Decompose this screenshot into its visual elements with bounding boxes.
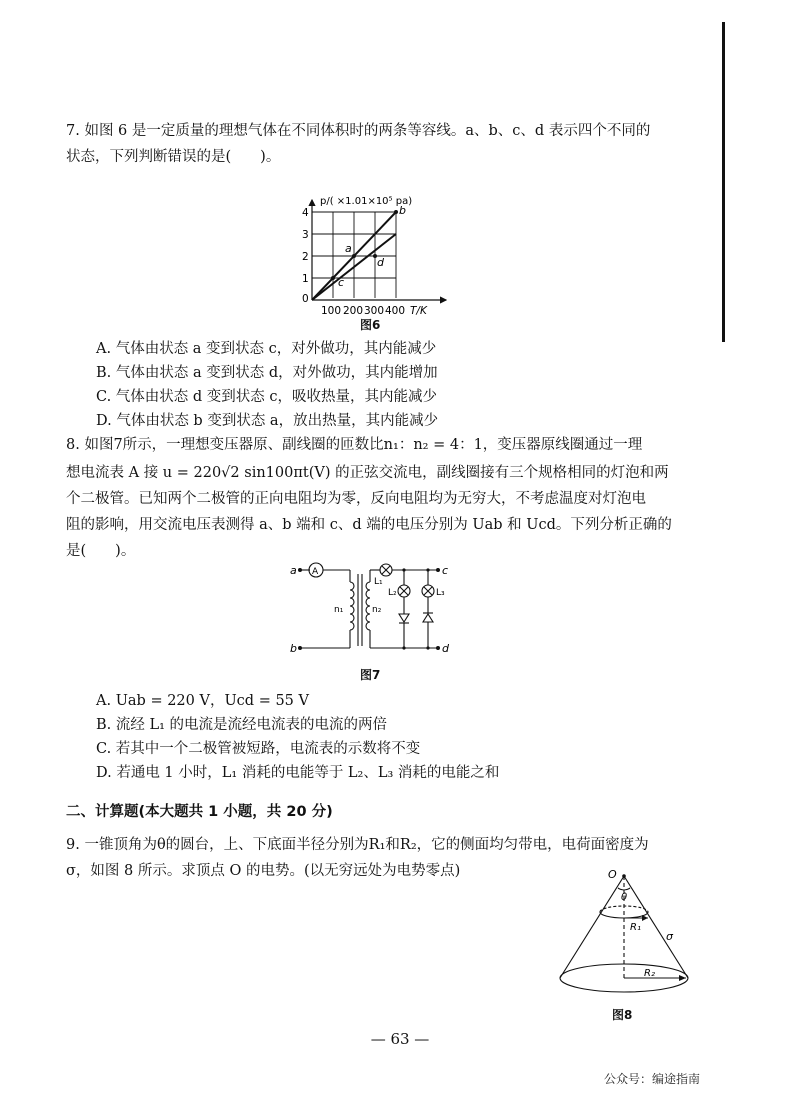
q8-line4: 阻的影响，用交流电压表测得 a、b 端和 c、d 端的电压分别为 Uab 和 Ucd。下列分析正确的 (66, 517, 672, 533)
q7-line1: 7. 如图 6 是一定质量的理想气体在不同体积时的两条等容线。a、b、c、d 表示四个不同的 (66, 123, 651, 139)
y-axis-label: p/( ×1.01×10⁵ pa) (320, 196, 413, 207)
figure-7-caption: 图7 (360, 668, 381, 682)
q8-line2: 想电流表 A 接 u = 220√2 sin100πt(V) 的正弦交流电，副线圈接有三个规格相同的灯泡和两 (66, 465, 669, 481)
q7-option-b: B. 气体由状态 a 变到状态 d，对外做功，其内能增加 (96, 365, 438, 381)
q9-line1: 9. 一锥顶角为θ的圆台，上、下底面半径分别为R₁和R₂，它的侧面均匀带电，电荷面密度为 (66, 837, 649, 853)
n2-label: n₂ (372, 605, 382, 615)
y-tick: 2 (302, 251, 309, 263)
figure-8-frustum (544, 866, 714, 1006)
figure-6-caption: 图6 (360, 318, 381, 332)
theta-label: θ (621, 892, 628, 903)
L3-label: L₃ (436, 588, 445, 598)
terminal-a-label: a (290, 564, 297, 577)
R1-label: R₁ (630, 922, 641, 933)
R2-label: R₂ (644, 968, 655, 979)
terminal-b-label: b (290, 642, 297, 655)
q7-option-c: C. 气体由状态 d 变到状态 c，吸收热量，其内能减少 (96, 389, 438, 405)
q9-line2: σ，如图 8 所示。求顶点 O 的电势。(以无穷远处为电势零点) (66, 863, 461, 879)
y-tick: 1 (302, 273, 309, 285)
x-tick: 100 (321, 305, 342, 317)
q7-line2: 状态，下列判断错误的是( )。 (66, 149, 281, 165)
L1-label: L₁ (374, 577, 383, 587)
q8-line1: 8. 如图7所示，一理想变压器原、副线圈的匝数比n₁：n₂ = 4：1，变压器原线圈通过一理 (66, 437, 643, 453)
q8-option-b: B. 流经 L₁ 的电流是流经电流表的电流的两倍 (96, 717, 388, 733)
L2-label: L₂ (388, 588, 397, 598)
point-a (352, 254, 356, 258)
q7-option-a: A. 气体由状态 a 变到状态 c，对外做功，其内能减少 (96, 341, 437, 357)
q8-line3: 个二极管。已知两个二极管的正向电阻均为零，反向电阻均为无穷大，不考虑温度对灯泡电 (66, 491, 646, 507)
section-2-title: 二、计算题(本大题共 1 小题，共 20 分) (66, 804, 333, 820)
q8-line5: 是( )。 (66, 543, 136, 559)
n1-label: n₁ (334, 605, 344, 615)
label-c: c (338, 276, 345, 289)
sigma-label: σ (666, 930, 673, 943)
figure-8-caption: 图8 (612, 1008, 633, 1022)
label-d: d (377, 256, 384, 269)
ammeter-label: A (312, 567, 319, 577)
x-tick: 400 (385, 305, 406, 317)
label-a: a (345, 242, 352, 255)
y-tick: 3 (302, 229, 309, 241)
x-tick: 300 (364, 305, 385, 317)
y-tick: 4 (302, 207, 309, 219)
footer-watermark: 公众号：编途指南 (604, 1072, 701, 1086)
q8-option-a: A. Uab = 220 V，Ucd = 55 V (96, 693, 309, 709)
x-tick: 200 (343, 305, 364, 317)
point-c (331, 276, 335, 280)
label-b: b (399, 204, 406, 217)
figure-7-circuit (286, 556, 466, 660)
page-number: — 63 — (370, 1030, 430, 1048)
terminal-c-label: c (442, 564, 449, 577)
figure-6-graph (290, 194, 460, 334)
terminal-d-label: d (442, 642, 449, 655)
x-axis-label: T/K (410, 305, 427, 317)
origin-label: 0 (302, 293, 309, 305)
margin-rule (722, 22, 725, 342)
q8-option-c: C. 若其中一个二极管被短路，电流表的示数将不变 (96, 741, 421, 757)
point-b (394, 210, 398, 214)
q7-option-d: D. 气体由状态 b 变到状态 a，放出热量，其内能减少 (96, 413, 439, 429)
vertex-O-label: O (608, 868, 617, 881)
q8-option-d: D. 若通电 1 小时，L₁ 消耗的电能等于 L₂、L₃ 消耗的电能之和 (96, 765, 500, 781)
